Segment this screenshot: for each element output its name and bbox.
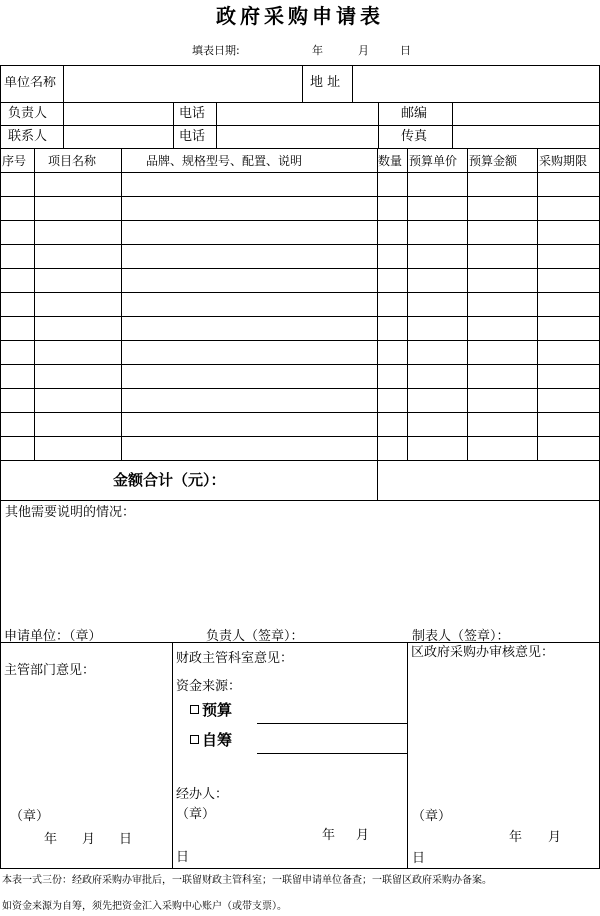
district-opinion-label: 区政府采购办审核意见： [411,645,555,660]
fund-self-label: 自筹 [202,731,233,749]
dept-seal: （章） [10,809,50,824]
col-header-spec: 品牌、规格型号、配置、说明 [146,154,303,168]
fill-date-year: 年 [312,44,323,57]
budget-underline [257,723,407,724]
finance-day: 日 [176,850,190,865]
item-rows [0,172,600,460]
contact-label: 联系人 [8,129,48,144]
district-month: 月 [548,830,562,845]
table-row[interactable] [1,389,599,412]
district-seal: （章） [412,809,452,824]
finance-month: 月 [356,828,370,843]
table-row[interactable] [1,341,599,364]
self-underline [257,753,407,754]
unit-name-label: 单位名称 [4,76,57,89]
handler-label: 经办人： [176,787,229,802]
table-row[interactable] [1,197,599,220]
budget-checkbox[interactable] [190,705,199,714]
dept-day: 日 [119,832,133,847]
table-row[interactable] [1,221,599,244]
fill-date-month: 月 [358,44,369,57]
col-header-item-name: 项目名称 [48,154,97,168]
fund-self-option[interactable] [190,733,232,748]
other-notes-label: 其他需要说明的情况： [5,505,136,520]
table-row[interactable] [1,293,599,316]
table-row[interactable] [1,437,599,460]
dept-month: 月 [82,832,96,847]
fund-source-label: 资金来源： [176,679,242,694]
total-amount-label: 金额合计（元）： [113,471,226,489]
fill-date-day: 日 [400,44,411,57]
col-header-no: 序号 [2,154,27,168]
footnote-2: 如资金来源为自筹，须先把资金汇入采购中心账户（或带支票）。 [2,901,287,912]
applicant-unit-sign: 申请单位：（章） [4,629,102,644]
district-day: 日 [412,851,426,866]
finance-seal: （章） [176,807,216,822]
finance-year: 年 [322,828,336,843]
phone-label-2: 电话 [179,129,206,144]
preparer-sign: 制表人（签章）： [412,629,510,644]
col-header-budget-amount: 预算金额 [469,154,518,168]
page-title: 政府采购申请表 [216,4,384,28]
table-row[interactable] [1,365,599,388]
postcode-label: 邮编 [401,106,428,121]
address-label: 地 址 [310,75,341,90]
table-row[interactable] [1,245,599,268]
fax-label: 传真 [401,129,428,144]
table-row[interactable] [1,317,599,340]
person-in-charge-sign: 负责人（签章）： [206,629,304,644]
table-row[interactable] [1,269,599,292]
col-header-unit-price: 预算单价 [409,155,458,167]
footnote-1: 本表一式三份：经政府采购办审批后，一联留财政主管科室；一联留申请单位备查；一联留区政府采购办备案。 [2,875,492,886]
fund-budget-label: 预算 [202,701,233,719]
phone-label: 电话 [179,106,206,121]
table-row[interactable] [1,173,599,196]
dept-opinion-label: 主管部门意见： [4,663,96,678]
self-checkbox[interactable] [190,735,199,744]
col-header-period: 采购期限 [539,155,588,167]
district-year: 年 [509,830,523,845]
fund-budget-option[interactable] [190,703,232,718]
dept-year: 年 [44,832,58,847]
fill-date-label: 填表日期: [192,44,240,57]
finance-opinion-label: 财政主管科室意见： [176,651,294,666]
person-in-charge-label: 负责人 [8,106,48,121]
table-row[interactable] [1,413,599,436]
col-header-qty: 数量 [378,154,403,168]
